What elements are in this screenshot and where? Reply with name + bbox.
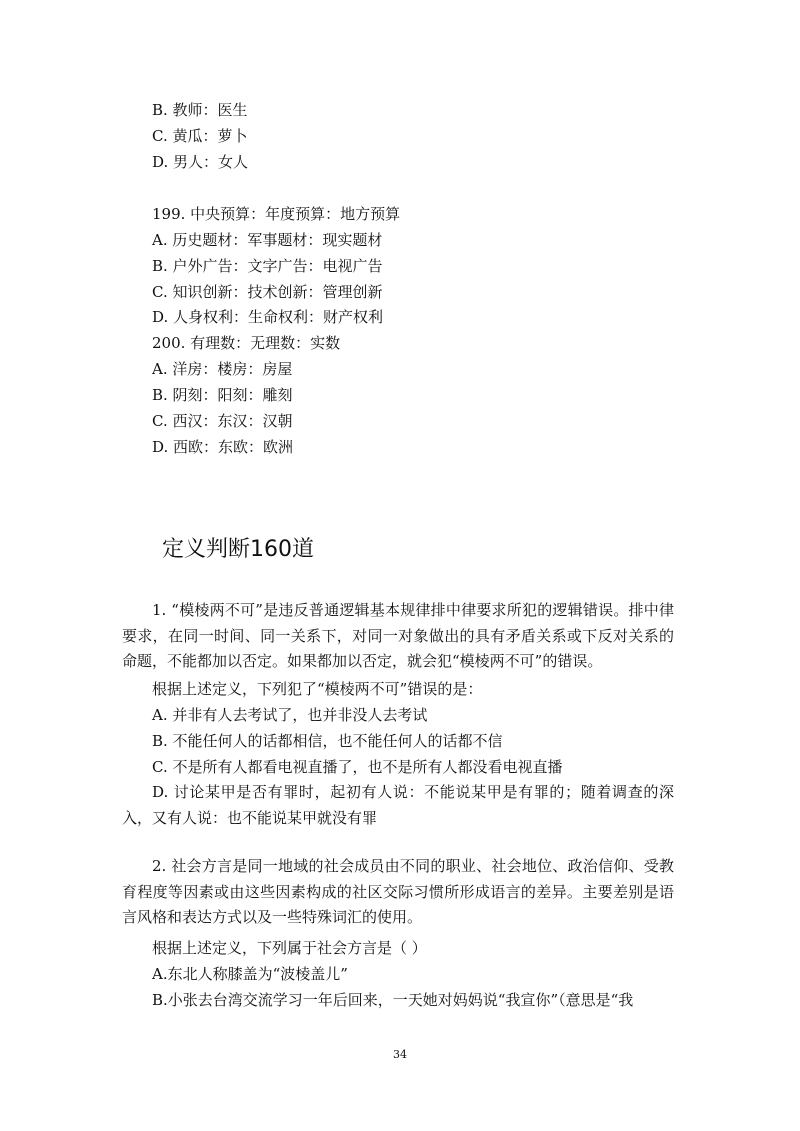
- dq2-definition: 2. 社会方言是同一地域的社会成员由不同的职业、社会地位、政治信仰、受教育程度等因素或由这些因素构成的社区交际习惯所形成语言的差异。主要差别是语言风格和表达方式以及一些特殊词汇的使用。: [122, 857, 674, 926]
- prev-option-d: D. 男人：女人: [152, 153, 249, 171]
- dq1-definition: 1. “模棱两不可”是违反普通逻辑基本规律排中律要求所犯的逻辑错误。排中律要求，在同一时间、同一关系下，对同一对象做出的具有矛盾关系或下反对关系的命题，不能都加以否定。如果都加以否定，就会犯“模棱两不可”的错误。: [122, 601, 674, 670]
- dq1-option-a: A. 并非有人去考试了，也并非没人去考试: [152, 706, 428, 724]
- dq1-option-b: B. 不能任何人的话都相信，也不能任何人的话都不信: [152, 732, 503, 750]
- q200-option-b: B. 阴刻：阳刻：雕刻: [152, 386, 293, 404]
- q200-option-a: A. 洋房：楼房：房屋: [152, 360, 293, 378]
- section-title: 定义判断160道: [162, 537, 314, 562]
- dq2-option-b: B.小张去台湾交流学习一年后回来，一天她对妈妈说“我宣你”（意思是“我: [152, 991, 634, 1009]
- q199-option-c: C. 知识创新：技术创新：管理创新: [152, 283, 383, 301]
- dq1-option-d: D. 讨论某甲是否有罪时，起初有人说：不能说某甲是有罪的；随着调查的深入，又有人说：也不能说某甲就没有罪: [122, 783, 674, 827]
- q199-option-d: D. 人身权利：生命权利：财产权利: [152, 308, 384, 326]
- q199-option-b: B. 户外广告：文字广告：电视广告: [152, 257, 383, 275]
- q200-option-c: C. 西汉：东汉：汉朝: [152, 412, 293, 430]
- q199-stem: 199. 中央预算：年度预算：地方预算: [152, 205, 401, 223]
- dq1-option-c: C. 不是所有人都看电视直播了，也不是所有人都没看电视直播: [152, 758, 563, 776]
- page-number: 34: [393, 1048, 407, 1061]
- q200-option-d: D. 西欧：东欧：欧洲: [152, 438, 294, 456]
- dq1-question: 根据上述定义，下列犯了“模棱两不可”错误的是：: [152, 680, 483, 698]
- dq2-question: 根据上述定义，下列属于社会方言是（ ）: [152, 939, 427, 957]
- prev-option-b: B. 教师：医生: [152, 101, 248, 119]
- q199-option-a: A. 历史题材：军事题材：现实题材: [152, 231, 383, 249]
- dq2-option-a: A.东北人称膝盖为“波棱盖儿”: [152, 965, 348, 983]
- prev-option-c: C. 黄瓜：萝卜: [152, 127, 248, 145]
- q200-stem: 200. 有理数：无理数：实数: [152, 334, 341, 352]
